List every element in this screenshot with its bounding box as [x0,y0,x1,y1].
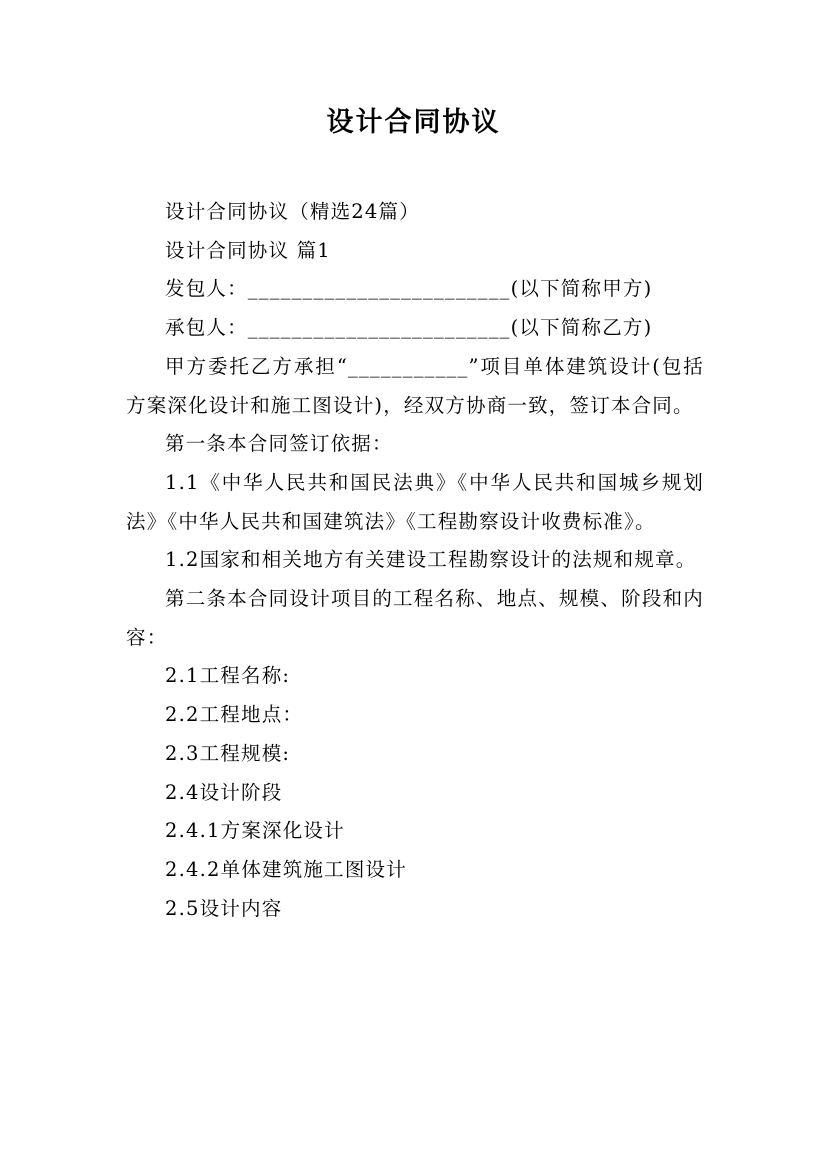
paragraph-heading: 设计合同协议（精选24篇） [165,200,420,223]
paragraph-1-2: 1.2国家和相关地方有关建设工程勘察设计的法规和规章。 [165,548,697,572]
document-title: 设计合同协议 [326,107,501,138]
paragraph-intro: 甲方委托乙方承担“___________”项目单体建筑设计(包括方案深化设计和施工图设计)，经双方协商一致，签订本合同。 [126,354,704,417]
paragraph-2-1: 2.1工程名称: [165,664,291,688]
paragraph-article-1: 第一条本合同签订依据： [165,432,393,456]
paragraph-article-2: 第二条本合同设计项目的工程名称、地点、规模、阶段和内容： [126,587,704,649]
paragraph-2-2: 2.2工程地点： [165,703,304,727]
paragraph-2-4-1: 2.4.1方案深化设计 [165,819,345,843]
paragraph-2-3: 2.3工程规模: [165,741,291,765]
paragraph-2-4-2: 2.4.2单体建筑施工图设计 [165,857,407,881]
paragraph-1-1: 1.1《中华人民共和国民法典》《中华人民共和国城乡规划法》《中华人民共和国建筑法》《工程勘察设计收费标准》。 [126,470,704,533]
document-body [126,193,704,928]
paragraph-2-4: 2.4设计阶段 [165,780,283,804]
paragraph-section-label: 设计合同协议 篇1 [165,238,331,262]
paragraph-contractor: 承包人：________________________(以下简称乙方) [165,316,653,340]
paragraph-employer: 发包人：________________________(以下简称甲方) [165,277,653,301]
paragraph-2-5: 2.5设计内容 [165,896,283,920]
